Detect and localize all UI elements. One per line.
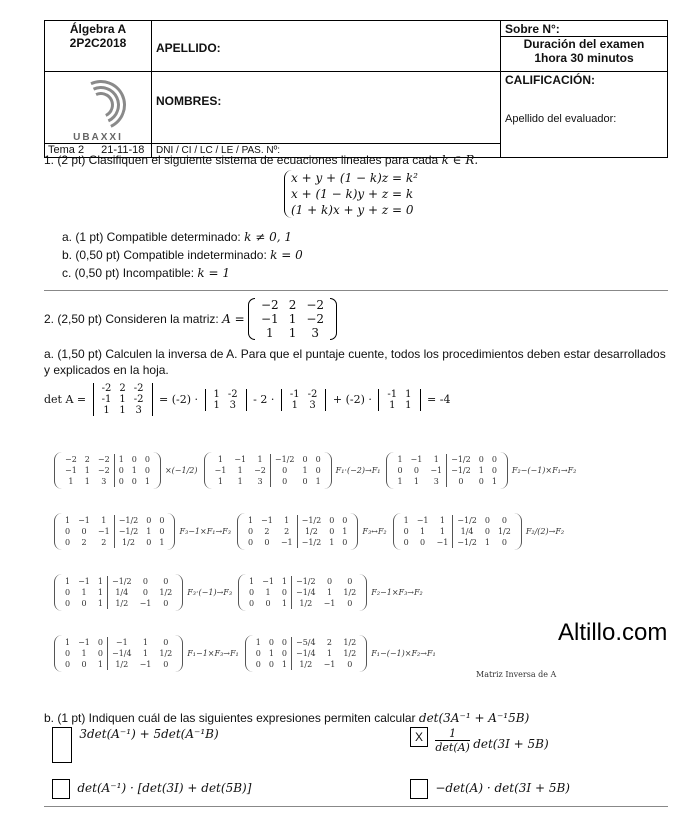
aug-cell: 0 [491,454,497,464]
option-4[interactable]: −det(A) · det(3I + 5B) [410,779,570,799]
aug-cell: 0 [347,576,353,586]
nombres-cell [152,72,501,144]
step [204,452,381,489]
aug-cell: −1 [65,465,77,475]
step [54,574,232,611]
aug-cell: 1 [484,537,490,547]
aug-cell: 1 [84,476,90,486]
divider-bottom [44,806,668,807]
apellido-cell [152,21,501,72]
uba-logo [68,76,128,132]
fecha: 21-11-18 [101,144,145,156]
logo-text: UBAXXI [73,132,123,143]
aug-cell: 1 [257,454,263,464]
aug-cell: 1 [403,515,409,525]
aug-cell: 1 [326,648,333,658]
nombres-label: NOMBRES: [156,94,222,108]
aug-cell: 1 [420,526,426,536]
aug-cell: 1 [413,476,419,486]
aug-cell: 1 [478,465,484,475]
aug-cell: −1 [416,515,429,525]
det-matrix-cell: 2 [119,383,126,394]
aug-cell: 1 [284,515,290,525]
aug-cell: −2 [254,465,266,475]
augmented-matrix [54,635,183,672]
tema: Tema 2 [48,144,85,156]
aug-cell: 1 [439,526,445,536]
aug-cell: 3 [101,476,107,486]
equation-system: x + y + (1 − k)z = k² x + (1 − k)y + z = k (1 + k)x + y + z = 0 [284,170,418,218]
aug-cell: 0 [163,637,169,647]
q1-b: b. (0,50 pt) Compatible indeterminado: k = 0 [62,248,303,262]
det-matrix-cell: 1 [103,405,110,416]
matrix-a-cell: 2 [288,298,297,312]
aug-cell: −1/2 [114,526,142,537]
aug-cell: 0 [326,576,333,586]
aug-cell: 0 [65,659,71,669]
aug-cell: 0 [97,637,103,647]
aug-cell: 1 [65,515,71,525]
step [237,513,387,550]
aug-cell: 1 [142,648,148,658]
det-minor-1 [205,389,247,411]
aug-cell: 0 [420,537,426,547]
aug-cell: 1 [97,587,103,597]
matrix-a [248,298,337,340]
augmented-matrix [237,513,358,550]
aug-cell: 3 [433,476,439,486]
aug-cell: −1 [78,637,90,647]
gauss-jordan-steps [54,440,674,684]
aug-cell: 1 [65,637,71,647]
q1-a: a. (1 pt) Compatible determinado: k ≠ 0, 1 [62,230,292,244]
aug-cell: 1 [281,659,287,669]
det-minor-1-cell: 1 [213,388,220,400]
row-operation: F₂−1×F₃→F₂ [371,587,423,597]
aug-cell: −1 [97,526,110,536]
aug-cell: 2 [264,526,270,536]
aug-cell: 0 [281,648,287,658]
aug-cell: 1 [255,637,261,647]
aug-cell: 0 [249,587,255,597]
aug-cell: 1 [142,637,148,647]
aug-cell: 1/2 [297,526,325,537]
det-matrix-cell: 1 [119,405,126,416]
aug-cell: 1 [97,576,103,586]
det-matrix-cell: -2 [133,394,144,405]
aug-cell: 0 [329,515,335,525]
det-result: = -4 [427,393,451,406]
matrix-a-cell: 1 [266,326,274,340]
aug-cell: −1 [262,576,274,586]
step [238,574,423,611]
option-1-checkbox[interactable] [52,727,72,763]
aug-cell: 2 [101,537,107,547]
aug-cell: 0 [142,587,148,597]
aug-cell: 1 [159,537,165,547]
augmented-matrix [204,452,332,489]
augmented-matrix [245,635,368,672]
aug-cell: 1 [68,476,74,486]
aug-cell: 0 [447,476,475,487]
aug-cell: −1 [139,598,152,608]
aug-cell: 1 [114,454,128,465]
aug-cell: 0 [146,537,152,547]
aug-cell: 1 [329,537,335,547]
q2-statement: 2. (2,50 pt) Consideren la matriz: A = −2 2 −2 −1 1 −2 1 1 3 [44,298,337,340]
aug-cell: 0 [142,576,148,586]
logo-cell [45,72,152,144]
aug-cell: −1/4 [107,648,135,659]
aug-cell: 1/2 [292,598,320,609]
aug-cell: 1 [315,476,321,486]
aug-cell: 0 [268,637,274,647]
aug-cell: 1 [237,476,243,486]
aug-cell: −1/2 [447,465,475,476]
det-matrix-cell: 1 [119,394,126,405]
aug-cell: 0 [342,515,348,525]
aug-cell: 0 [264,537,270,547]
aug-cell: −1 [323,598,336,608]
aug-cell: 0 [478,476,484,486]
duracion-label: Duración del examen [523,37,645,51]
aug-cell: 0 [413,465,419,475]
row-operation: F₃−1×F₁→F₃ [179,526,231,536]
q1-c: c. (0,50 pt) Incompatible: k = 1 [62,266,231,280]
option-2-checkbox[interactable]: X [410,727,428,747]
step [54,635,239,672]
aug-cell: −1/2 [107,576,135,587]
aug-cell: 1 [302,465,308,475]
aug-cell: −1/2 [447,454,475,465]
q1-statement: 1. (2 pt) Clasifiquen el siguiente sistema de ecuaciones lineales para cada k ∈ R. [44,153,479,167]
aug-cell: 1 [217,476,223,486]
aug-cell: 0 [397,465,403,475]
aug-cell: 2 [84,454,90,464]
aug-cell: 0 [146,515,152,525]
calificacion-label: CALIFICACIÓN: [505,73,595,87]
aug-cell: 0 [329,526,335,536]
aug-cell: 1 [97,598,103,608]
aug-cell: 0 [270,465,298,476]
aug-cell: 0 [255,659,261,669]
aug-cell: −1 [436,537,449,547]
det-minor-2-cell: 3 [309,399,316,411]
aug-cell: 1/4 [107,587,135,598]
row-operation: F₃↔F₂ [362,526,387,536]
aug-cell: 0 [501,537,507,547]
det-minor-2-cell: -1 [289,388,300,400]
augmented-matrix [238,574,367,611]
aug-cell: 0 [491,465,497,475]
aug-cell: −1 [234,454,247,464]
aug-cell: 1/4 [453,526,481,537]
det-minor-2-cell: -2 [307,388,318,400]
aug-cell: 0 [65,648,71,658]
aug-cell: 0 [163,659,169,669]
q1-answers [62,228,303,282]
option-2[interactable]: X 1 det(A) det(3I + 5B) [410,727,549,754]
dni-label: DNI / CI / LC / LE / PAS. Nº: [156,145,281,156]
aug-cell: 0 [347,659,353,669]
step [54,513,231,550]
aug-cell: 0 [403,526,409,536]
aug-cell: 1 [281,598,288,608]
aug-cell: 1/2 [343,637,357,647]
aug-cell: 1 [97,659,103,669]
aug-cell: 0 [302,476,308,486]
step-row [54,440,674,500]
aug-cell: 0 [81,598,87,608]
duracion-value: 1hora 30 minutos [534,51,634,65]
aug-cell: −1 [78,515,90,525]
det-matrix-cell: -2 [101,383,112,394]
augmented-matrix [54,574,183,611]
divider [44,290,668,291]
aug-cell: 0 [81,526,87,536]
row-operation: ×(−1/2) [164,465,198,475]
aug-cell: 0 [247,537,254,547]
aug-cell: 0 [65,537,71,547]
aug-cell: 0 [65,526,71,536]
matrix-a-cell: −2 [306,298,325,312]
aug-cell: 1 [433,454,439,464]
aug-cell: 0 [281,637,287,647]
option-3-checkbox[interactable] [52,779,70,799]
inverse-note: Matriz Inversa de A [476,670,557,679]
aug-cell: 1 [144,476,150,486]
row-operation: F₂/(2)→F₂ [525,526,565,536]
det-minor-1-cell: -2 [227,388,238,400]
matrix-a-cell: −2 [306,312,325,326]
aug-cell: 1 [265,587,271,597]
det-minor-3-cell: 1 [389,399,396,411]
step [245,635,436,672]
aug-cell: 0 [270,476,298,487]
det-matrix-cell: -1 [101,394,112,405]
aug-cell: 0 [144,465,150,475]
matrix-a-cell: 3 [311,326,319,340]
aug-cell: −1 [280,537,293,547]
aug-cell: 1/2 [497,526,511,536]
subject-cell [45,21,152,72]
aug-cell: 0 [114,476,128,487]
aug-cell: −2 [65,454,77,464]
calificacion-cell [501,72,668,158]
aug-cell: −1 [410,454,423,464]
augmented-matrix [54,452,161,489]
aug-cell: 1 [397,454,403,464]
aug-cell: −1 [78,576,90,586]
row-operation: F₂−(−1)×F₁→F₂ [511,465,577,475]
aug-cell: 0 [268,659,274,669]
matrix-a-cell: 1 [288,312,297,326]
q2-a-text: a. (1,50 pt) Calculen la inversa de A. Para que el puntaje cuente, todos los procedimientos deben estar desarrollados y explicados en la hoja. [44,347,666,377]
step [393,513,564,550]
aug-cell: −1/2 [270,454,298,465]
aug-cell: −1/2 [297,537,325,548]
det-matrix-cell: -2 [133,383,144,394]
aug-cell: 0 [249,598,255,608]
det-minor-3 [378,389,420,411]
aug-cell: 0 [315,465,321,475]
determinant-calc: det A = -2 2 -2 -1 1 -2 1 1 3 = (-2) · 1 -2 1 3 - 2 · -1 -2 1 3 + (-2) · -1 1 1 1 = -4 [44,383,451,416]
aug-cell: 1/2 [107,659,135,670]
aug-cell: 1 [131,465,137,475]
matrix-a-cell: 1 [288,326,297,340]
aug-cell: 2 [284,526,290,536]
aug-cell: 1/2 [292,659,320,670]
row-operation: F₁−1×F₃→F₁ [187,648,239,658]
step-row [54,501,674,561]
aug-cell: −1/2 [297,515,325,526]
aug-cell: 1 [146,526,152,536]
apellido-label: APELLIDO: [156,41,221,55]
aug-cell: 0 [65,587,71,597]
aug-cell: 0 [484,526,490,536]
aug-cell: 0 [478,454,484,464]
aug-cell: 1/2 [107,598,135,609]
aug-cell: 1/2 [159,648,173,658]
aug-cell: 1 [342,526,348,536]
matrix-a-cell: −1 [260,312,279,326]
sobre-cell [501,21,668,72]
aug-cell: 0 [403,537,409,547]
aug-cell: 3 [257,476,263,486]
aug-cell: 0 [65,598,71,608]
aug-cell: 0 [131,454,137,464]
aug-cell: −1 [107,637,135,648]
aug-cell: 0 [247,526,254,536]
evaluador-label: Apellido del evaluador: [505,113,617,125]
aug-cell: 1 [81,648,87,658]
aug-cell: −1/2 [453,515,481,526]
aug-cell: 1 [249,576,255,586]
aug-cell: −1 [139,659,152,669]
option-1[interactable]: 3det(A⁻¹) + 5det(A⁻¹B) [52,727,219,763]
aug-cell: 1 [81,587,87,597]
det-minor-3-cell: -1 [387,388,398,400]
aug-cell: 0 [144,454,150,464]
aug-cell: 1/2 [159,587,173,597]
det-minor-3-cell: 1 [405,388,412,400]
aug-cell: 0 [484,515,490,525]
aug-cell: −2 [97,454,110,464]
aug-cell: −1 [261,515,273,525]
step-row [54,562,674,622]
aug-cell: 1/2 [343,587,357,597]
det-matrix-cell: 3 [135,405,142,416]
aug-cell: 0 [281,587,288,597]
aug-cell: 0 [163,576,169,586]
aug-cell: 1/2 [114,537,142,548]
aug-cell: −1 [214,465,227,475]
aug-cell: 0 [265,598,271,608]
det-minor-1-cell: 3 [229,399,236,411]
option-4-checkbox[interactable] [410,779,428,799]
aug-cell: 0 [501,515,507,525]
aug-cell: 0 [163,598,169,608]
row-operation: F₃·(−1)→F₃ [187,587,233,597]
aug-cell: 1/2 [343,648,357,658]
aug-cell: 1 [281,576,288,586]
row-operation: F₁−(−1)×F₂→F₁ [371,648,436,658]
aug-cell: 1 [217,454,223,464]
aug-cell: 0 [302,454,308,464]
det-minor-2-cell: 1 [291,399,298,411]
row-operation: F₁·(−2)→F₁ [335,465,381,475]
aug-cell: 1 [247,515,254,525]
det-matrix [93,383,153,416]
det-minor-1-cell: 1 [213,399,220,411]
matrix-a-cell: −2 [260,298,279,312]
aug-cell: 1 [439,515,445,525]
aug-cell: 0 [81,659,87,669]
aug-cell: 1 [101,515,107,525]
aug-cell: 1 [491,476,497,486]
augmented-matrix [54,513,175,550]
aug-cell: 1 [268,648,274,658]
aug-cell: 0 [315,454,321,464]
aug-cell: 0 [255,648,261,658]
sobre-label: Sobre N°: [501,22,667,37]
watermark: Altillo.com [558,619,668,646]
subject: Álgebra A [69,22,127,36]
aug-cell: 1 [84,465,90,475]
aug-cell: −1 [430,465,443,475]
aug-cell: −1/4 [292,587,320,598]
aug-cell: −1/2 [453,537,481,548]
step [54,452,198,489]
aug-cell: 0 [159,526,165,536]
aug-cell: 0 [97,648,103,658]
aug-cell: −1/4 [292,648,320,659]
aug-cell: −1/2 [292,576,320,587]
aug-cell: −5/4 [292,637,320,648]
aug-cell: −2 [97,465,110,475]
aug-cell: −1 [323,659,336,669]
aug-cell: 2 [81,537,87,547]
option-3[interactable]: det(A⁻¹) · [det(3I) + det(5B)] [52,779,251,799]
exam-code: 2P2C2018 [69,36,127,50]
aug-cell: 1 [326,587,333,597]
aug-cell: 0 [114,465,128,476]
det-minor-3-cell: 1 [405,399,412,411]
step [386,452,576,489]
aug-cell: 2 [326,637,333,647]
det-minor-2 [281,389,327,411]
aug-cell: 1 [237,465,243,475]
aug-cell: 0 [347,598,353,608]
q2-b-statement: b. (1 pt) Indiquen cuál de las siguientes expresiones permiten calcular det(3A⁻¹ + A⁻¹5B) [44,711,530,725]
aug-cell: 1 [65,576,71,586]
aug-cell: 1 [397,476,403,486]
augmented-matrix [393,513,522,550]
aug-cell: 0 [159,515,165,525]
augmented-matrix [386,452,507,489]
exam-header [44,20,668,158]
aug-cell: 0 [342,537,348,547]
aug-cell: −1/2 [114,515,142,526]
aug-cell: 0 [131,476,137,486]
